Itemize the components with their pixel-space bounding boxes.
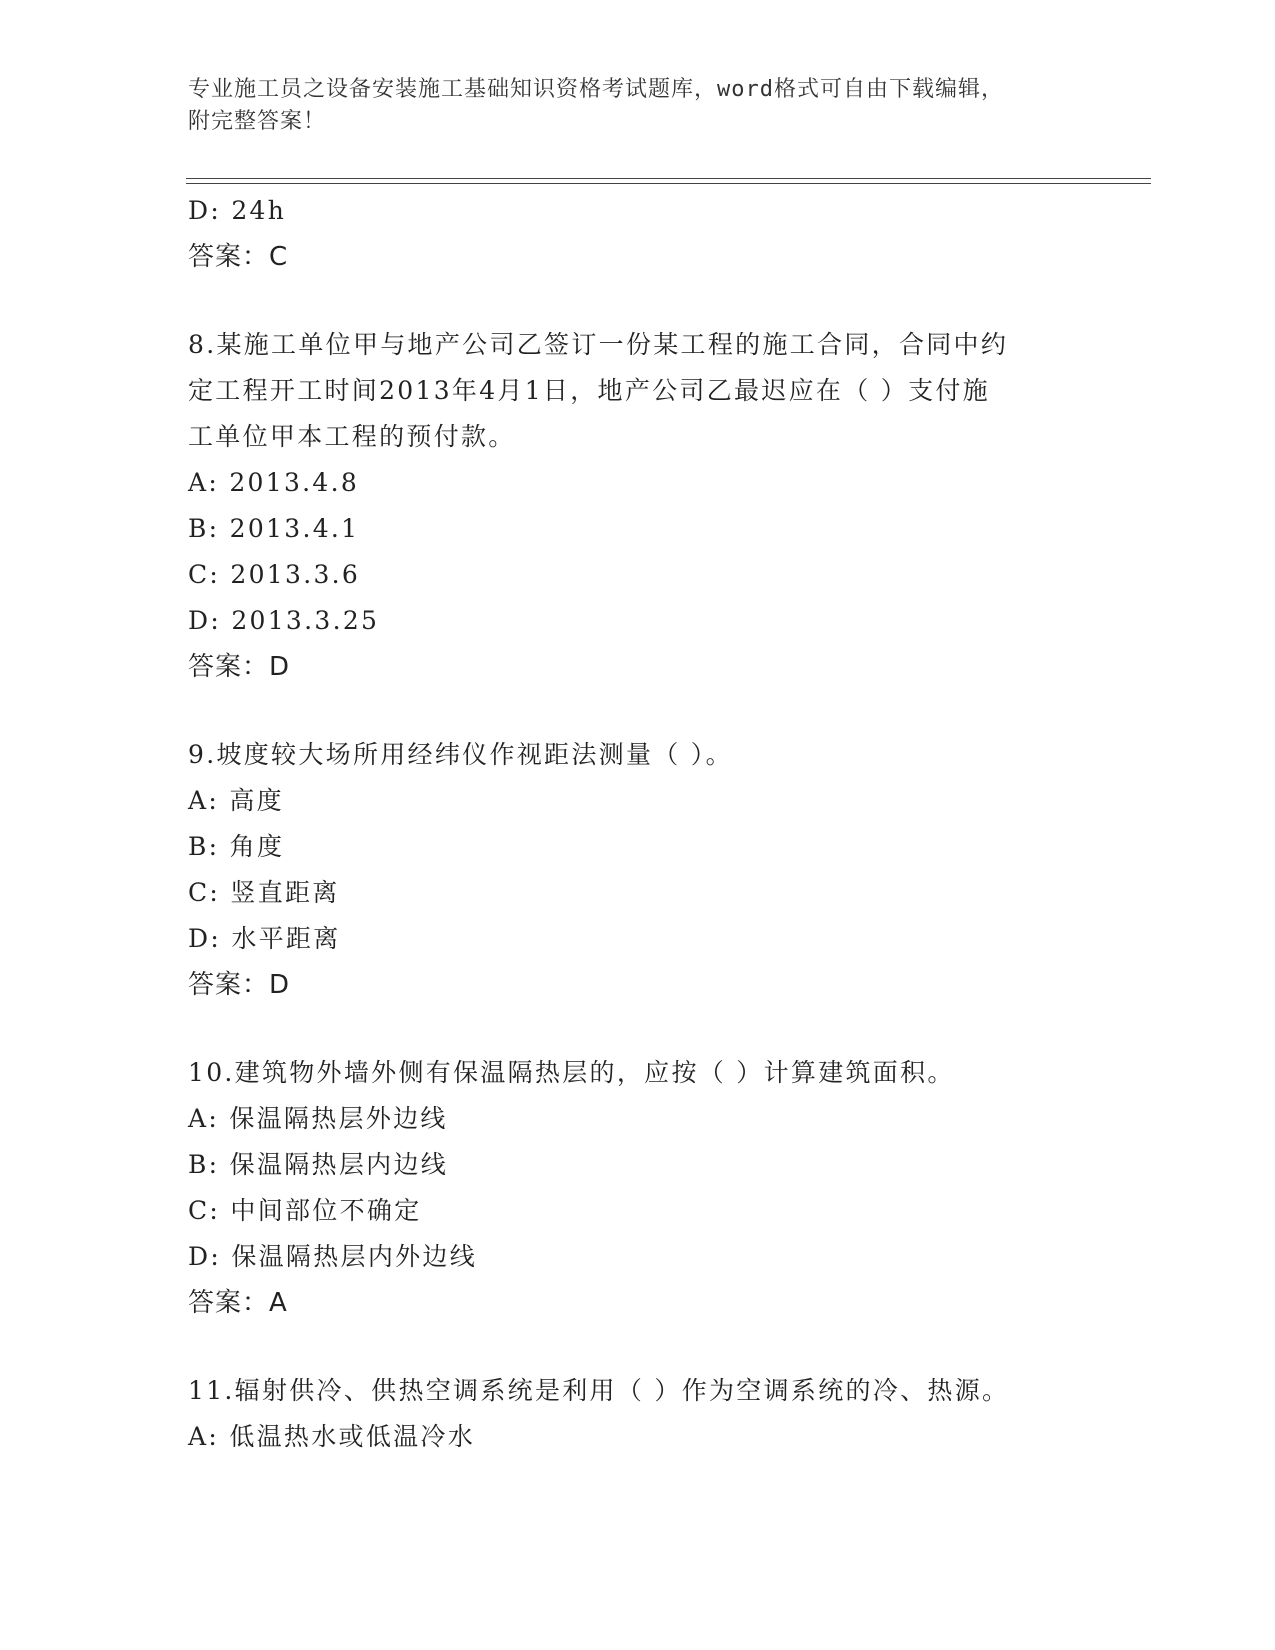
- option-c: C: 2013.3.6: [188, 560, 361, 589]
- option-d: D: 保温隔热层内外边线: [188, 1242, 478, 1271]
- option-a: A: 低温热水或低温冷水: [188, 1422, 476, 1451]
- option-b: B: 角度: [188, 832, 285, 861]
- question-block: [188, 1368, 1088, 1460]
- question-stem: 11.辐射供冷、供热空调系统是利用（ ）作为空调系统的冷、热源。: [188, 1376, 1010, 1405]
- option-d: D: 水平距离: [188, 924, 341, 953]
- question-list: [188, 188, 1088, 1460]
- option-b: B: 2013.4.1: [188, 514, 360, 543]
- question-stem: 8.某施工单位甲与地产公司乙签订一份某工程的施工合同，合同中约: [188, 330, 1009, 359]
- option-c: C: 竖直距离: [188, 878, 340, 907]
- header-line: 附完整答案！: [188, 109, 327, 134]
- question-block: [188, 732, 1088, 1008]
- option-c: C: 中间部位不确定: [188, 1196, 422, 1225]
- option-b: B: 保温隔热层内边线: [188, 1150, 449, 1179]
- document-header: [188, 74, 1068, 138]
- header-divider: [186, 183, 1151, 184]
- answer: 答案：D: [188, 652, 291, 682]
- option-d: D: 2013.3.25: [188, 606, 380, 635]
- option-a: A: 2013.4.8: [188, 468, 360, 497]
- option-d: D: 24h: [188, 196, 287, 225]
- question-block: [188, 322, 1088, 690]
- option-a: A: 高度: [188, 786, 284, 815]
- question-stem: 10.建筑物外墙外侧有保温隔热层的，应按（ ）计算建筑面积。: [188, 1058, 955, 1087]
- question-stem: 定工程开工时间2013年4月1日，地产公司乙最迟应在（ ）支付施: [188, 376, 990, 405]
- answer: 答案：D: [188, 970, 291, 1000]
- question-block: [188, 1050, 1088, 1326]
- question-stem: 9.坡度较大场所用经纬仪作视距法测量（ ）。: [188, 740, 733, 769]
- question-stem: 工单位甲本工程的预付款。: [188, 422, 516, 451]
- answer: 答案：A: [188, 1288, 288, 1318]
- header-divider: [186, 178, 1151, 179]
- answer: 答案：C: [188, 242, 289, 272]
- header-line: 专业施工员之设备安装施工基础知识资格考试题库，word格式可自由下载编辑，: [188, 77, 1004, 102]
- option-a: A: 保温隔热层外边线: [188, 1104, 448, 1133]
